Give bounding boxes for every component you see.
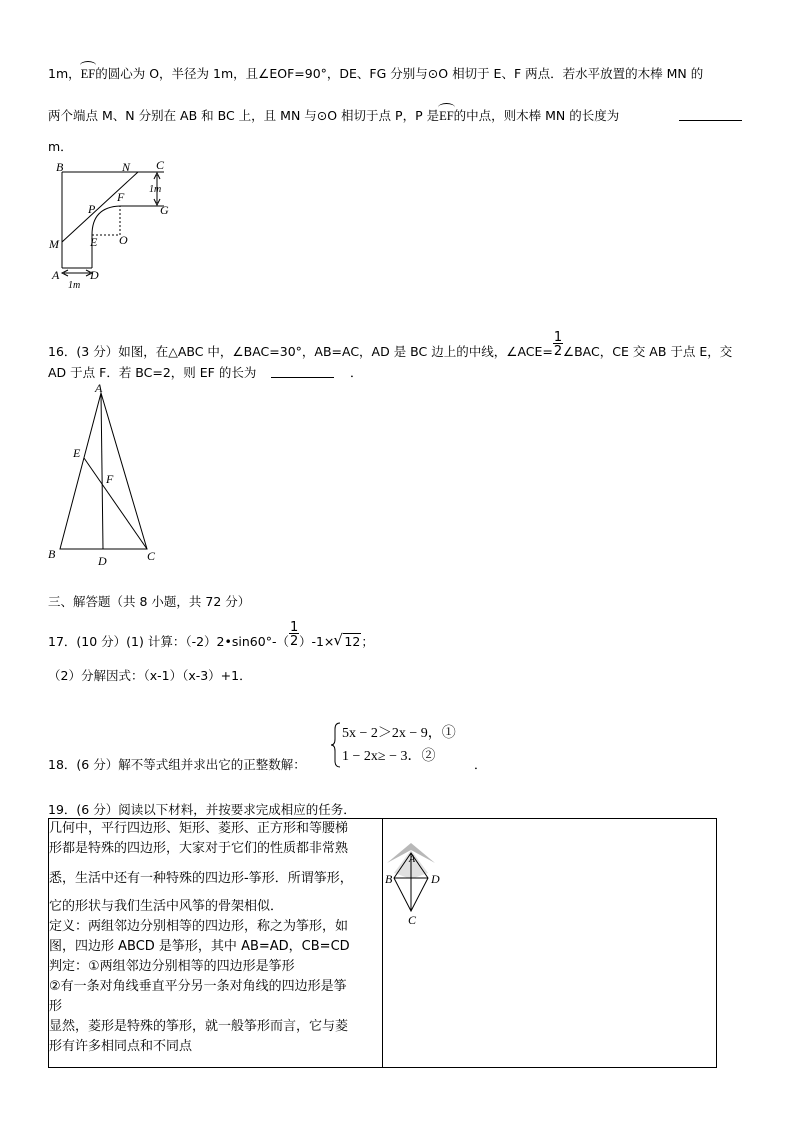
q17-text: 17．(10 分）(1) 计算：（-2）2•sin60°-（ <box>48 634 289 649</box>
q16-line-1 <box>48 330 733 360</box>
label-m: M <box>49 237 59 251</box>
q15-line-1 <box>48 64 703 82</box>
material-line: ②有一条对角线垂直平分另一条对角线的四边形是筝 <box>49 979 347 994</box>
label-c: C <box>156 158 165 172</box>
label-e: E <box>90 235 98 249</box>
material-line: 定义：两组邻边分别相等的四边形，称之为筝形，如 <box>49 919 349 934</box>
label-b: B <box>56 160 64 174</box>
q15-line-2 <box>48 106 619 124</box>
label-c: C <box>147 549 156 563</box>
label-a: A <box>52 268 60 282</box>
label-a: A <box>95 381 103 395</box>
q17-part-1 <box>48 620 374 650</box>
label-dim-bottom: 1m <box>68 280 81 291</box>
material-line: 形有许多相同点和不同点 <box>49 1039 193 1054</box>
sqrt-content: 12 <box>344 634 361 649</box>
label-b: B <box>385 872 393 886</box>
material-figure-cell <box>383 819 717 1068</box>
arc-ef-label: EF <box>439 109 454 123</box>
material-line: 形都是特殊的四边形，大家对于它们的性质都非常熟 <box>49 841 349 856</box>
material-line: 它的形状与我们生活中风筝的骨架相似． <box>49 899 284 914</box>
q15-figure <box>40 155 180 295</box>
q19-intro: 19．(6 分）阅读以下材料，并按要求完成相应的任务． <box>48 802 356 817</box>
q17-text: ； <box>361 634 374 649</box>
left-brace <box>331 723 340 767</box>
section-3-title: 三、解答题（共 8 小题，共 72 分） <box>48 594 251 609</box>
material-line: 判定：①两组邻边分别相等的四边形是筝形 <box>49 959 295 974</box>
label-f: F <box>117 190 125 204</box>
q15-text: 的中点，则木棒 MN 的长度为 <box>453 108 620 123</box>
q15-text: 两个端点 M、N 分别在 AB 和 BC 上，且 MN 与⊙O 相切于点 P，P 是 <box>48 108 440 123</box>
q18-end: ． <box>474 757 487 772</box>
material-line: 图，四边形 ABCD 是筝形，其中 AB=AD，CB=CD <box>49 939 350 954</box>
q16-text: ∠BAC，CE 交 AB 于点 E，交 <box>562 344 733 359</box>
q15-text: 的圆心为 O，半径为 1m，且∠EOF=90°，DE、FG 分别与⊙O 相切于 E、F 两点．若水平放置的木棒 MN 的 <box>95 66 704 81</box>
fraction-denominator: 2 <box>553 344 563 359</box>
q15-answer-blank[interactable] <box>679 104 742 121</box>
label-d: D <box>431 872 440 886</box>
segment-mn <box>62 172 138 242</box>
q15-text: 1m， <box>48 66 81 81</box>
fraction-denominator: 2 <box>289 634 299 649</box>
segment-ce <box>84 458 147 549</box>
q17-text: ）-1× <box>298 634 335 649</box>
material-text <box>49 819 382 1057</box>
q15-line-3: m． <box>48 139 73 154</box>
q16-figure <box>44 380 164 570</box>
q16-answer-blank[interactable] <box>271 361 334 378</box>
kite-figure <box>384 823 464 933</box>
label-g: G <box>160 203 169 217</box>
q16-line-2 <box>48 363 256 381</box>
fraction-numerator: 1 <box>289 620 299 635</box>
sqrt-expression <box>343 633 361 649</box>
q18-text: 18．(6 分）解不等式组并求出它的正整数解： <box>48 757 306 772</box>
q17-part-2: （2）分解因式：（x-1）（x-3）+1． <box>48 668 252 683</box>
q19-material-table <box>48 818 717 1068</box>
q16-end: ． <box>350 365 363 380</box>
q18-brace <box>330 721 342 769</box>
q16-text: AD 于点 F．若 BC=2，则 EF 的长为 <box>48 365 257 380</box>
material-line: 显然，菱形是特殊的筝形，就一般筝形而言，它与菱 <box>49 1019 349 1034</box>
q18-inequality-2: 1 − 2x≥ − 3．② <box>342 749 436 764</box>
material-text-cell <box>49 819 383 1068</box>
material-line: 几何中，平行四边形、矩形、菱形、正方形和等腰梯 <box>49 821 349 836</box>
q18-inequality-1: 5x − 2＞2x − 9，① <box>342 726 456 741</box>
label-n: N <box>122 160 131 174</box>
material-line: 形 <box>49 999 63 1014</box>
label-o: O <box>119 233 128 247</box>
triangle-abc <box>60 393 147 549</box>
label-d: D <box>98 554 107 568</box>
label-d: D <box>90 268 99 282</box>
fraction-numerator: 1 <box>553 330 563 345</box>
label-b: B <box>48 547 56 561</box>
label-a: A <box>409 854 416 865</box>
label-c: C <box>408 913 417 927</box>
arc-ef-label: EF <box>80 67 96 81</box>
material-line: 悉，生活中还有一种特殊的四边形-筝形．所谓筝形， <box>49 871 353 886</box>
label-f: F <box>106 472 114 486</box>
q16-text: 16．(3 分）如图，在△ABC 中，∠BAC=30°，AB=AC，AD 是 BC 边上的中线，∠ACE= <box>48 344 553 359</box>
label-p: P <box>88 202 96 216</box>
label-e: E <box>73 446 81 460</box>
median-ad <box>101 393 103 549</box>
label-dim-top: 1m <box>149 184 162 195</box>
